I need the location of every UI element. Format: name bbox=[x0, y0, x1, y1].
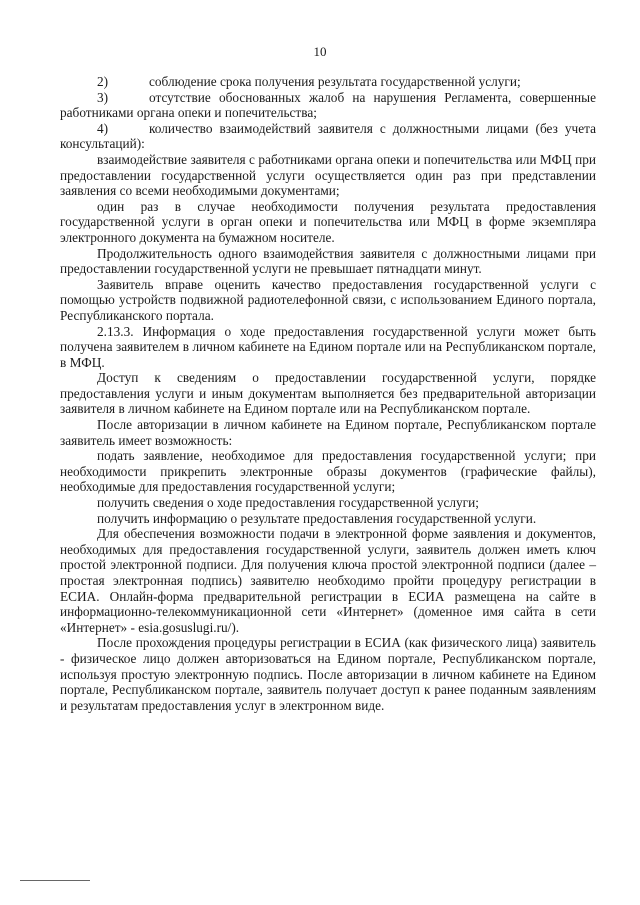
list-item bbox=[60, 74, 596, 90]
paragraph: Для обеспечения возможности подачи в электронной форме заявления и документов, необходимых для предоставления государственной услуги, заявитель должен иметь ключ простой электронной подписи. Для получения ключа простой электронной подписи (далее – простая электронная подпись) заявителю необходимо пройти процедуру регистрации в ЕСИА. Онлайн-форма предварительной регистрации в ЕСИА размещена на сайте в информационно-телекоммуникационной сети «Интернет» (доменное имя сайта в сети «Интернет» - esia.gosuslugi.ru/). bbox=[60, 526, 596, 635]
page-number: 10 bbox=[313, 44, 327, 59]
paragraph: взаимодействие заявителя с работниками органа опеки и попечительства или МФЦ при предоставлении государственной услуги осуществляется один раз при представлении заявления со всеми необходимыми документами; bbox=[60, 151, 596, 199]
list-item-text: соблюдение срока получения результата государственной услуги; bbox=[149, 74, 521, 89]
paragraph: получить информацию о результате предоставления государственной услуги. bbox=[97, 510, 537, 526]
list-item-text: отсутствие обоснованных жалоб на нарушения Регламента, совершенные работниками органа опеки и попечительства; bbox=[60, 89, 596, 121]
paragraph: Заявитель вправе оценить качество предоставления государственной услуги с помощью устройств подвижной радиотелефонной связи, с использованием Единого портала, Республиканского портала. bbox=[60, 276, 596, 323]
paragraph: 2.13.3. Информация о ходе предоставления государственной услуги может быть получена заявителем в личном кабинете на Едином портале или на Республиканском портале, в МФЦ. bbox=[60, 323, 596, 370]
list-item-number: 4) bbox=[97, 120, 109, 136]
list-item-text: количество взаимодействий заявителя с должностными лицами (без учета консультаций): bbox=[60, 120, 596, 152]
paragraph: После прохождения процедуры регистрации в ЕСИА (как физического лица) заявитель - физическое лицо должен авторизоваться на Едином портале, Республиканском портале, используя простую электронную подпись. После авторизации в личном кабинете на Едином портале, Республиканском портале, заявитель получает доступ к ранее поданным заявлениям и результатам предоставления услуг в электронном виде. bbox=[60, 635, 596, 713]
list-item-number: 3) bbox=[97, 89, 109, 105]
document-body bbox=[60, 74, 596, 713]
list-item-number: 2) bbox=[97, 74, 109, 89]
footer-rule bbox=[20, 880, 90, 881]
paragraph: Доступ к сведениям о предоставлении государственной услуги, порядке предоставления услуги и иным документам выполняется без предварительной авторизации заявителя в личном кабинете на Едином портале или на Республиканском портале. bbox=[60, 370, 596, 417]
list-item bbox=[60, 90, 596, 121]
paragraph: подать заявление, необходимое для предоставления государственной услуги; при необходимости прикрепить электронные образы документов (графические файлы), необходимые для предоставления государственной услуги; bbox=[60, 448, 596, 495]
list-item bbox=[60, 121, 596, 152]
paragraph: получить сведения о ходе предоставления государственной услуги; bbox=[97, 495, 479, 511]
paragraph: После авторизации в личном кабинете на Едином портале, Республиканском портале заявитель имеет возможность: bbox=[60, 417, 596, 448]
paragraph: Продолжительность одного взаимодействия заявителя с должностными лицами при предоставлении государственной услуги не превышает пятнадцати минут. bbox=[60, 245, 596, 277]
paragraph: один раз в случае необходимости получения результата предоставления государственной услуги в орган опеки и попечительства или МФЦ в форме экземпляра электронного документа на бумажном носителе. bbox=[60, 198, 596, 245]
